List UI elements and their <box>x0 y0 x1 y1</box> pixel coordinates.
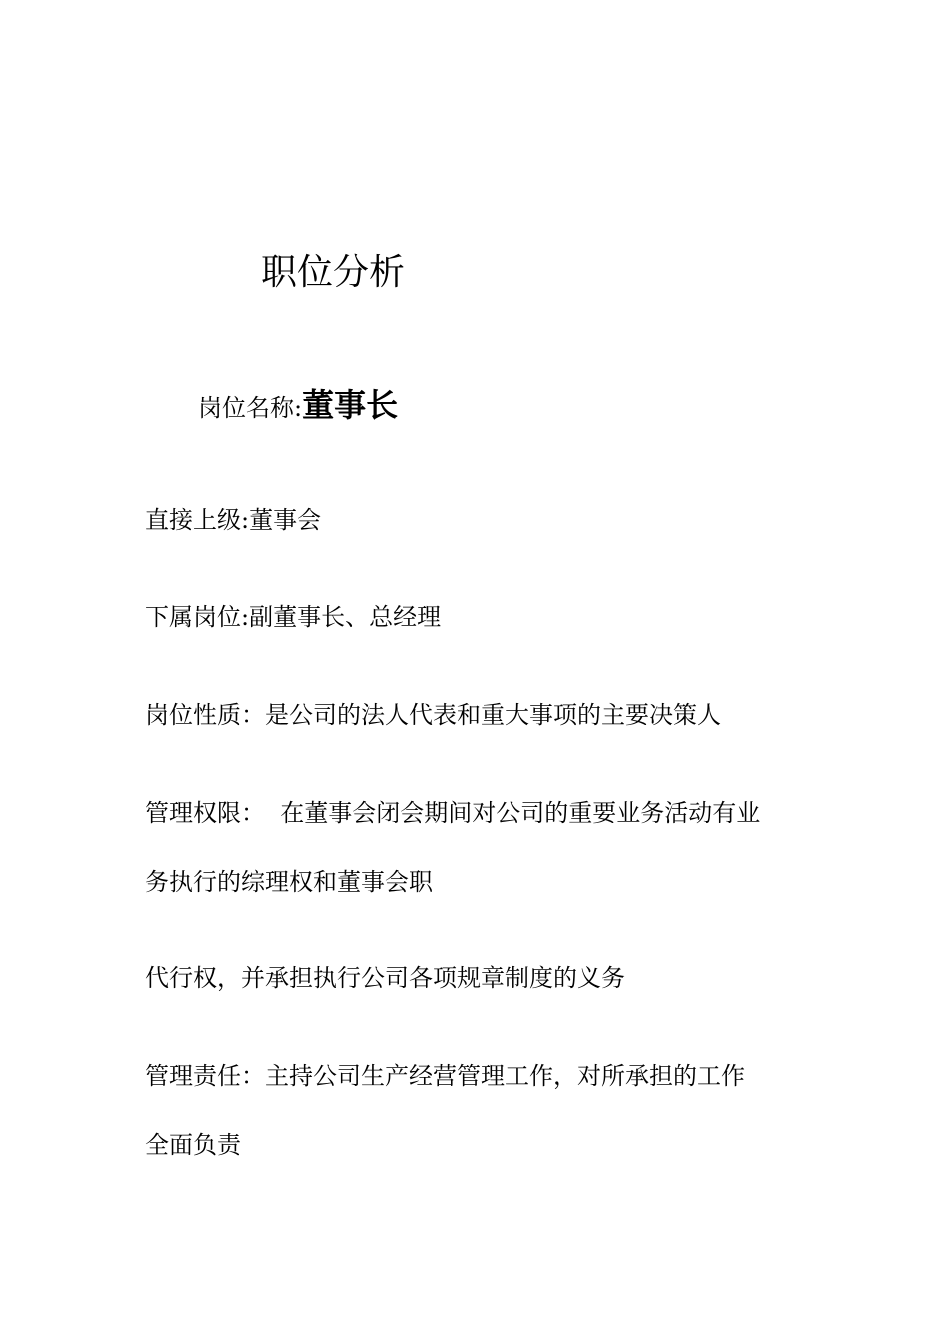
document-title: 职位分析 <box>261 252 406 293</box>
subordinate-positions-line: 下属岗位:副董事长、总经理 <box>145 603 442 631</box>
position-name-line <box>198 382 398 434</box>
management-authority-line-1: 管理权限： 在董事会闭会期间对公司的重要业务活动有业 <box>145 799 761 827</box>
direct-superior-line: 直接上级:董事会 <box>145 506 322 534</box>
position-name-value: 董事长 <box>302 386 399 424</box>
management-authority-line-3: 代行权，并承担执行公司各项规章制度的义务 <box>145 964 625 992</box>
position-name-label: 岗位名称: <box>198 394 303 422</box>
position-nature-line: 岗位性质：是公司的法人代表和重大事项的主要决策人 <box>145 701 721 729</box>
management-responsibility-line-2: 全面负责 <box>145 1131 241 1159</box>
management-authority-line-2: 务执行的综理权和董事会职 <box>145 868 433 896</box>
management-responsibility-line-1: 管理责任：主持公司生产经营管理工作，对所承担的工作 <box>145 1062 745 1090</box>
